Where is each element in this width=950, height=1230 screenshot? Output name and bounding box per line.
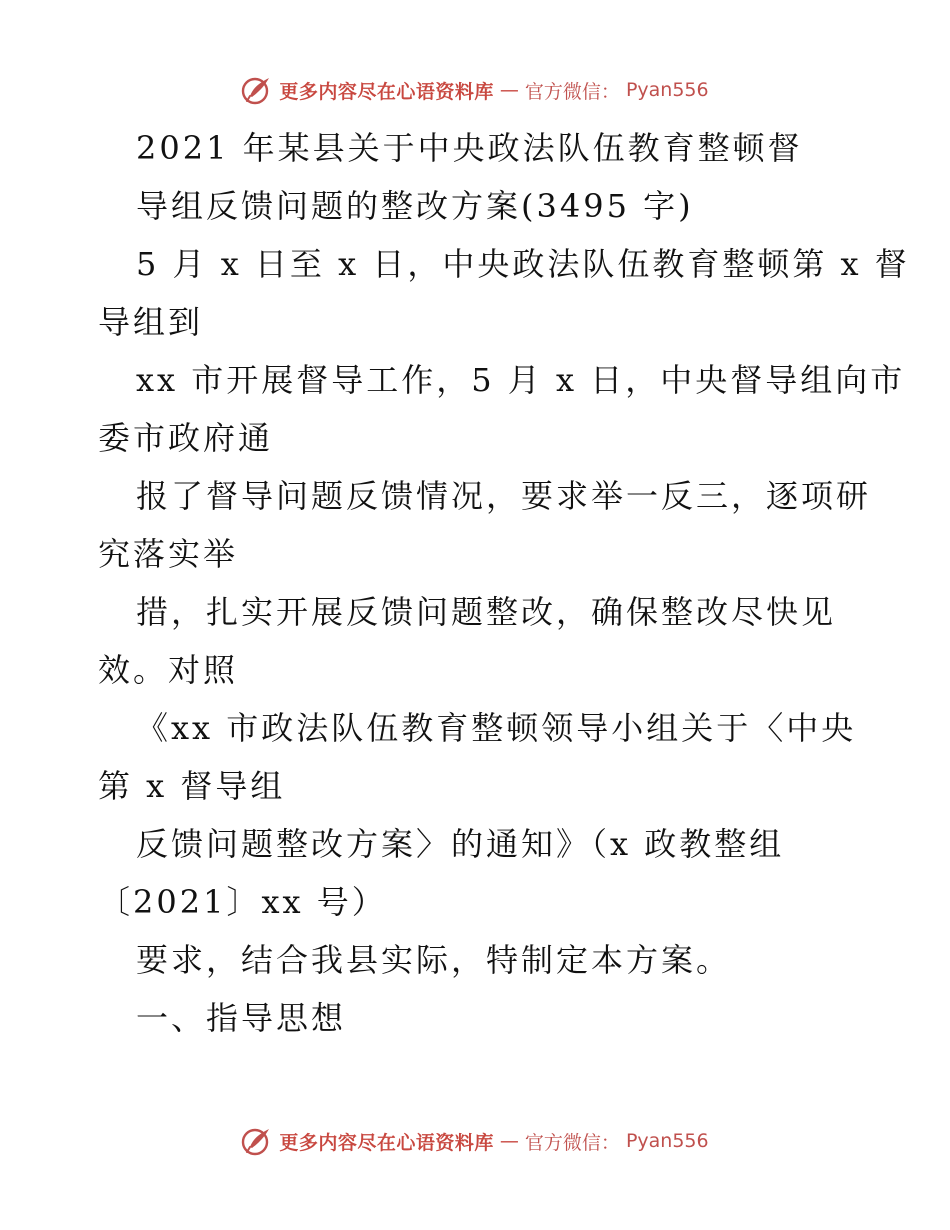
doc-line: 报了督导问题反馈情况，要求举一反三，逐项研 [136,477,872,515]
watermark-wechat-id: Pyan556 [625,1130,709,1152]
watermark-separator: — [499,79,519,101]
footer-watermark [0,1125,950,1157]
doc-line: 效。对照 [98,651,239,689]
doc-line: xx 市开展督导工作，5 月 x 日，中央督导组向市 [136,361,906,399]
doc-line: 委市政府通 [98,419,274,457]
doc-line: 措，扎实开展反馈问题整改，确保整改尽快见 [136,593,837,631]
doc-line: 《xx 市政法队伍教育整顿领导小组关于〈中央 [136,709,857,747]
watermark-wechat-label: 官方微信： [524,80,620,103]
watermark-main-text: 更多内容尽在心语资料库 [279,80,494,103]
header-watermark [0,74,950,106]
watermark-separator: — [499,1130,519,1152]
watermark-main-text: 更多内容尽在心语资料库 [279,1131,494,1154]
doc-line: 要求，结合我县实际，特制定本方案。 [136,941,732,979]
section-heading: 一、指导思想 [136,999,347,1037]
doc-line: 反馈问题整改方案〉的通知》（x 政教整组 [136,825,785,863]
quill-logo-icon [241,74,273,106]
watermark-wechat-label: 官方微信： [524,1131,620,1154]
doc-line: 究落实举 [98,535,239,573]
doc-line: 〔2021〕xx 号） [98,883,387,921]
watermark-wechat-id: Pyan556 [625,79,709,101]
doc-line: 5 月 x 日至 x 日，中央政法队伍教育整顿第 x 督 [136,245,910,283]
doc-line: 导组到 [98,303,204,341]
doc-title-line-1: 2021 年某县关于中央政法队伍教育整顿督 [136,129,803,167]
doc-title-line-2: 导组反馈问题的整改方案(3495 字) [136,187,694,225]
doc-line: 第 x 督导组 [98,767,286,805]
quill-logo-icon [241,1125,273,1157]
